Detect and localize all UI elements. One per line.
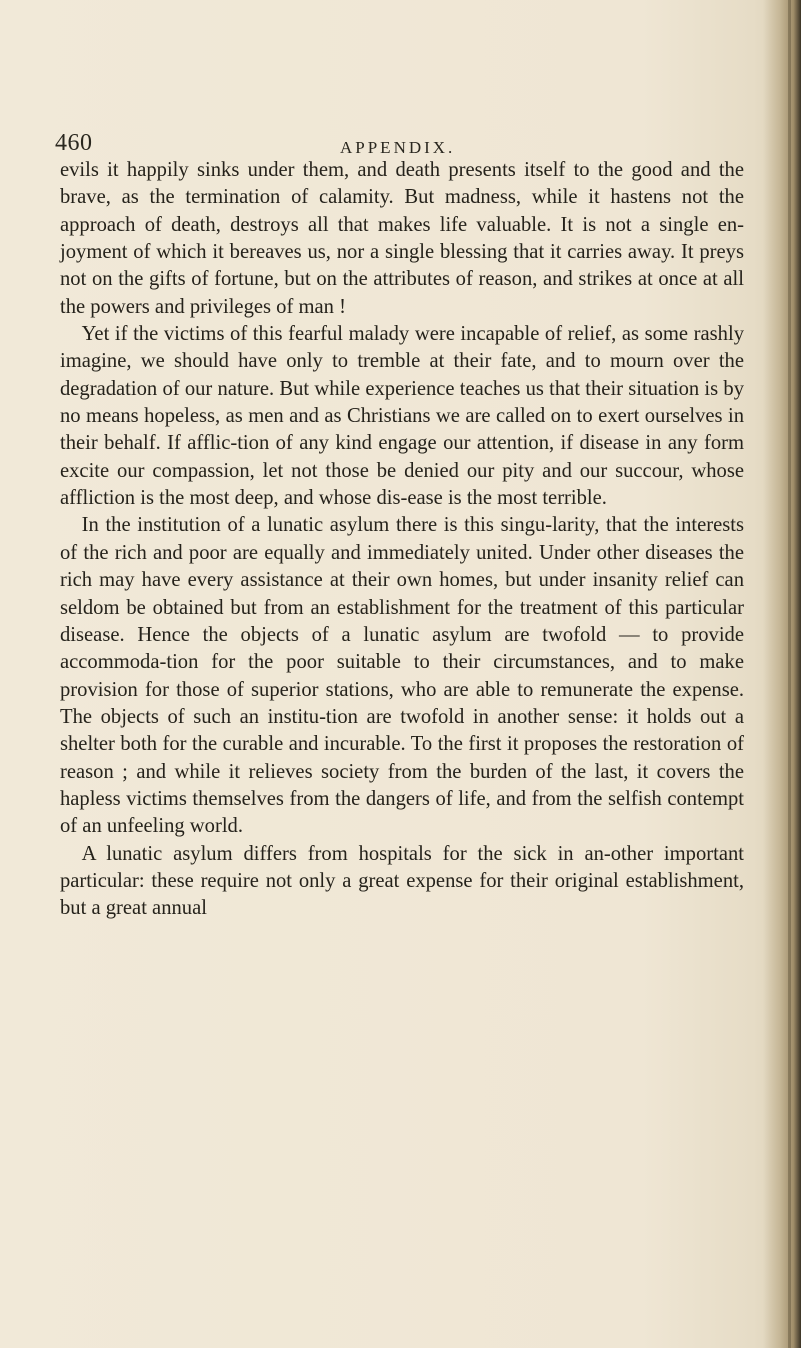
paragraph-2: Yet if the victims of this fearful malady were incapable of relief, as some rashly imagine, we should have only to tremble at their fate, and to mourn over the degradation of our nature. But while experience teaches us that their situation is by no means hopeless, as men and as Christians we are called on to exert ourselves in their behalf. If afflic-tion of any kind engage our attention, if disease in any form excite our compassion, let not those be denied our pity and our succour, whose affliction is the most deep, and whose dis-ease is the most terrible. <box>60 323 744 510</box>
page-number: 460 <box>55 130 93 156</box>
running-head: APPENDIX. <box>340 138 456 157</box>
paragraph-3: In the institution of a lunatic asylum there is this singu-larity, that the interests of the rich and poor are equally and immediately united. Under other diseases the rich may have every assistance at their own homes, but under insanity relief can seldom be obtained but from an establishment for the treatment of this particular disease. Hence the objects of a lunatic asylum are twofold — to provide accommoda-tion for the poor suitable to their circumstances, and to make provision for those of superior stations, who are able to remunerate the expense. The objects of such an institu-tion are twofold in another sense: it holds out a shelter both for the curable and incurable. To the first it proposes the restoration of reason ; and while it relieves society from the burden of the last, it covers the hapless victims themselves from the dangers of life, and from the selfish contempt of an unfeeling world. <box>60 514 744 838</box>
body-text <box>60 157 744 923</box>
paragraph-1: evils it happily sinks under them, and death presents itself to the good and the brave, as the termination of calamity. But madness, while it hastens not the approach of death, destroys all that makes life valuable. It is not a single en-joyment of which it bereaves us, nor a single blessing that it carries away. It preys not on the gifts of fortune, but on the attributes of reason, and strikes at once at all the powers and privileges of man ! <box>60 159 744 318</box>
page-edge-shadow <box>788 0 791 1348</box>
paragraph-4: A lunatic asylum differs from hospitals for the sick in an-other important particular: these require not only a great expense for their original establishment, but a great annual <box>60 842 744 920</box>
page-binding-edge <box>763 0 801 1348</box>
